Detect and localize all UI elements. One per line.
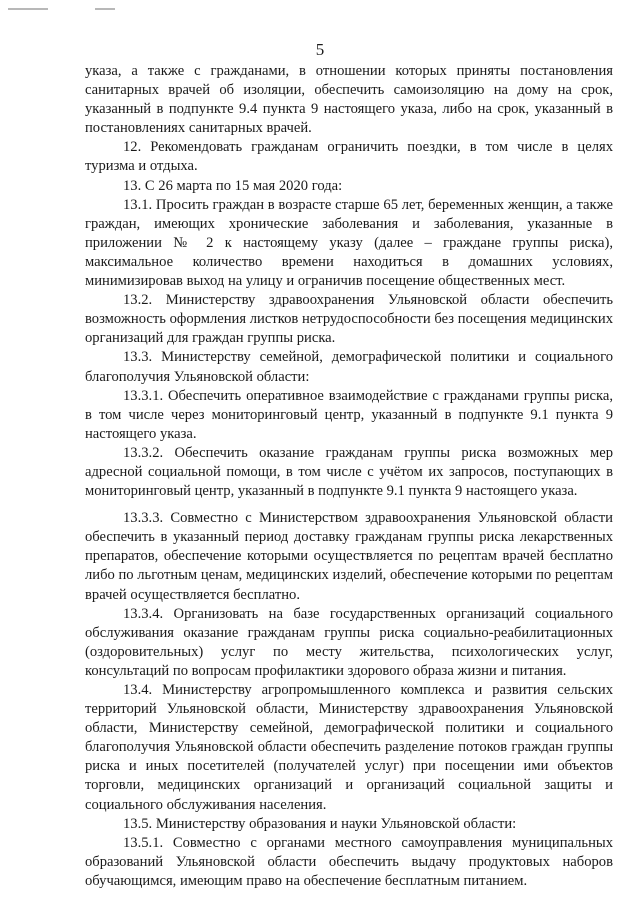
paragraph: 13.3.2. Обеспечить оказание гражданам группы риска возможных мер адресной социальной помощи, в том числе с учётом их запросов, поступающих в мониторинговый центр, указанный в подпункте 9.1 пункта 9 настоящего указа. <box>85 444 613 500</box>
paragraph: 13.3.1. Обеспечить оперативное взаимодействие с гражданами группы риска, в том числе через мониторинговый центр, указанный в подпункте 9.1 пункта 9 настоящего указа. <box>85 387 613 442</box>
paragraph: 13. С 26 марта по 15 мая 2020 года: <box>123 177 343 194</box>
paragraph: 13.4. Министерству агропромышленного комплекса и развития сельских территорий Ульяновской области, Министерству здравоохранения Ульяновской области, Министерству семейной, демографической политики и социального благополучия Ульяновской области обеспечить разделение потоков граждан группы риска и иных посетителей (получателей услуг) при посещении ими объектов торговли, медицинских организаций и организаций социальной защиты и социального обслуживания населения. <box>85 682 613 813</box>
document-body <box>85 62 613 891</box>
paragraph: 13.3.3. Совместно с Министерством здравоохранения Ульяновской области обеспечить в указанный период доставку гражданам группы риска лекарственных препаратов, обеспечение которыми осуществляется по рецептам врачей бесплатно либо по льготным ценам, медицинских изделий, обеспечение которыми по рецептам врачей осуществляется бесплатно. <box>85 510 613 603</box>
paragraph: указа, а также с гражданами, в отношении которых приняты постановления санитарных врачей об изоляции, обеспечить самоизоляцию на дому на срок, указанный в подпункте 9.4 пункта 9 настоящего указа, либо на срок, указанный в постановлениях санитарных врачей. <box>85 63 613 137</box>
scan-artifact <box>95 8 115 10</box>
paragraph: 13.1. Просить граждан в возрасте старше 65 лет, беременных женщин, а также граждан, имеющих хронические заболевания и заболевания, указанные в приложении № 2 к настоящему указу (далее – граждане группы риска), максимальное количество времени находиться в домашних условиях, минимизировав выход на улицу и ограничив посещение общественных мест. <box>85 196 613 290</box>
paragraph: 13.2. Министерству здравоохранения Ульяновской области обеспечить возможность оформления листков нетрудоспособности без посещения медицинских организаций для граждан группы риска. <box>85 292 613 347</box>
paragraph: 13.5.1. Совместно с органами местного самоуправления муниципальных образований Ульяновской области обеспечить выдачу продуктовых наборов обучающимся, имеющим право на обеспечение бесплатным питанием. <box>85 834 613 889</box>
scan-artifact <box>8 8 48 10</box>
page-number: 5 <box>315 40 325 59</box>
paragraph: 13.5. Министерству образования и науки Ульяновской области: <box>123 815 517 832</box>
paragraph: 13.3.4. Организовать на базе государственных организаций социального обслуживания оказание гражданам группы риска социально-реабилитационных (оздоровительных) услуг по месту жительства, психологических услуг, консультаций по вопросам профилактики здорового образа жизни и питания. <box>85 605 613 679</box>
paragraph: 13.3. Министерству семейной, демографической политики и социального благополучия Ульяновской области: <box>85 349 613 385</box>
paragraph: 12. Рекомендовать гражданам ограничить поездки, в том числе в целях туризма и отдыха. <box>85 139 613 175</box>
